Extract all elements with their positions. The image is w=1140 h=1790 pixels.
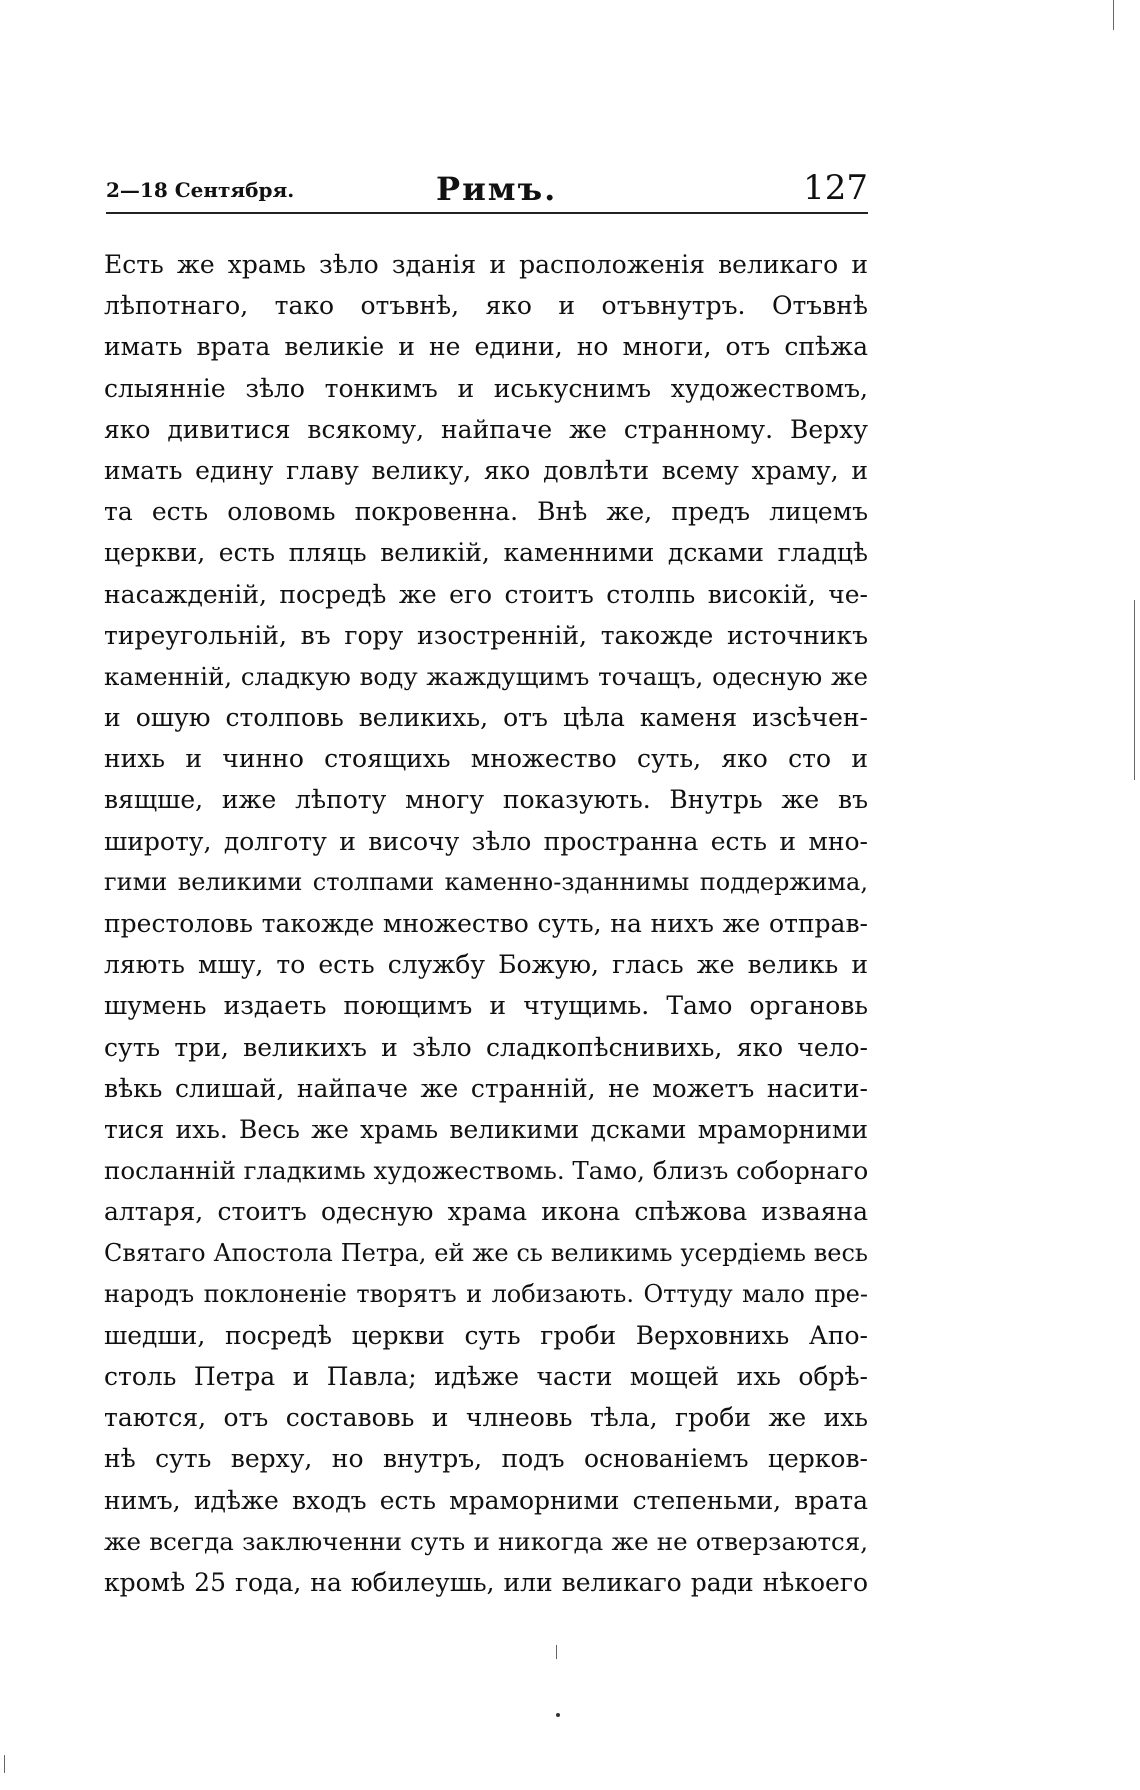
text-line: алтаря, стоитъ одесную храма икона спѣжова изваяна <box>104 1197 868 1227</box>
scan-edge-mark-bottom-mid <box>556 1645 557 1659</box>
text-line: вящше, иже лѣпоту многу показують. Внутрь же въ <box>104 785 868 815</box>
text-line: шумень издаеть поющимъ и чтущимь. Тамо органовь <box>104 991 868 1021</box>
text-line: тиреугольній, въ гору изостренній, такожде источникъ <box>104 620 868 650</box>
text-line: насажденій, посредѣ же его стоитъ столпь високій, че- <box>104 579 868 609</box>
header-rule <box>106 212 868 214</box>
text-line: вѣкь слишай, найпаче же странній, не можетъ насити- <box>104 1073 868 1103</box>
text-line: та есть оловомь покровенна. Внѣ же, предъ лицемъ <box>104 497 868 527</box>
scan-edge-mark-top <box>1113 0 1114 30</box>
text-line: кромѣ 25 года, на юбилеушь, или великаго ради нѣкоего <box>104 1568 868 1597</box>
text-line: широту, долготу и височу зѣло пространна есть и мно- <box>104 826 868 856</box>
text-line: имать врата великіе и не едини, но многи, отъ спѣжа <box>104 332 868 362</box>
text-line: тися ихь. Весь же храмь великими дсками мраморними <box>104 1114 868 1144</box>
page-number: 127 <box>803 168 868 208</box>
text-line: яко дивитися всякому, найпаче же странному. Верху <box>104 414 868 444</box>
text-line: гими великими столпами каменно-зданнимы поддержима, <box>104 867 868 896</box>
text-line: нихь и чинно стоящихь множество суть, яко сто и <box>104 744 868 774</box>
text-line: шедши, посредѣ церкви суть гроби Верховнихь Апо- <box>104 1320 868 1350</box>
text-line: Святаго Апостола Петра, ей же сь великимь усердіемь весь <box>104 1238 868 1267</box>
scan-speck <box>556 1713 560 1717</box>
text-line: каменній, сладкую воду жаждущимъ точащъ, одесную же <box>104 661 868 691</box>
text-line: посланній гладкимь художествомь. Тамо, близъ соборнаго <box>104 1156 868 1186</box>
text-line: лѣпотнаго, тако отъвнѣ, яко и отъвнутръ. Отъвнѣ <box>104 291 868 321</box>
text-line: церкви, есть пляць великій, каменними дсками гладцѣ <box>104 538 868 568</box>
text-line: нѣ суть верху, но внутръ, подъ основаніемъ церков- <box>104 1444 868 1474</box>
header-title: Римъ. <box>436 170 558 208</box>
body-text <box>104 244 868 1603</box>
text-line: слыянніе зѣло тонкимъ и иськуснимъ художествомъ, <box>104 373 868 403</box>
scan-edge-mark-right <box>1134 600 1135 780</box>
text-line: же всегда заключенни суть и никогда же не отверзаются, <box>104 1526 868 1556</box>
text-line: Есть же храмь зѣло зданія и расположенія великаго и <box>104 250 868 279</box>
header-dates: 2—18 Сентября. <box>106 178 295 202</box>
text-line: народъ поклоненіе творятъ и лобизають. Оттуду мало пре- <box>104 1279 868 1308</box>
text-line: суть три, великихъ и зѣло сладкопѣснивихь, яко чело- <box>104 1032 868 1062</box>
text-line: ляють мшу, то есть службу Божую, глась же великь и <box>104 950 868 980</box>
text-line: имать едину главу велику, яко довлѣти всему храму, и <box>104 455 868 485</box>
text-line: таются, отъ составовь и члнеовь тѣла, гроби же ихь <box>104 1403 868 1433</box>
running-header <box>106 168 868 212</box>
text-line: и ошую столповь великихь, отъ цѣла каменя изсѣчен- <box>104 703 868 733</box>
text-line: столь Петра и Павла; идѣже части мощей ихь обрѣ- <box>104 1362 868 1392</box>
scan-edge-mark-bottom-left <box>4 1755 5 1773</box>
text-line: престоловь такожде множество суть, на нихъ же отправ- <box>104 909 868 938</box>
text-line: нимъ, идѣже входъ есть мраморними степеньми, врата <box>104 1485 868 1515</box>
